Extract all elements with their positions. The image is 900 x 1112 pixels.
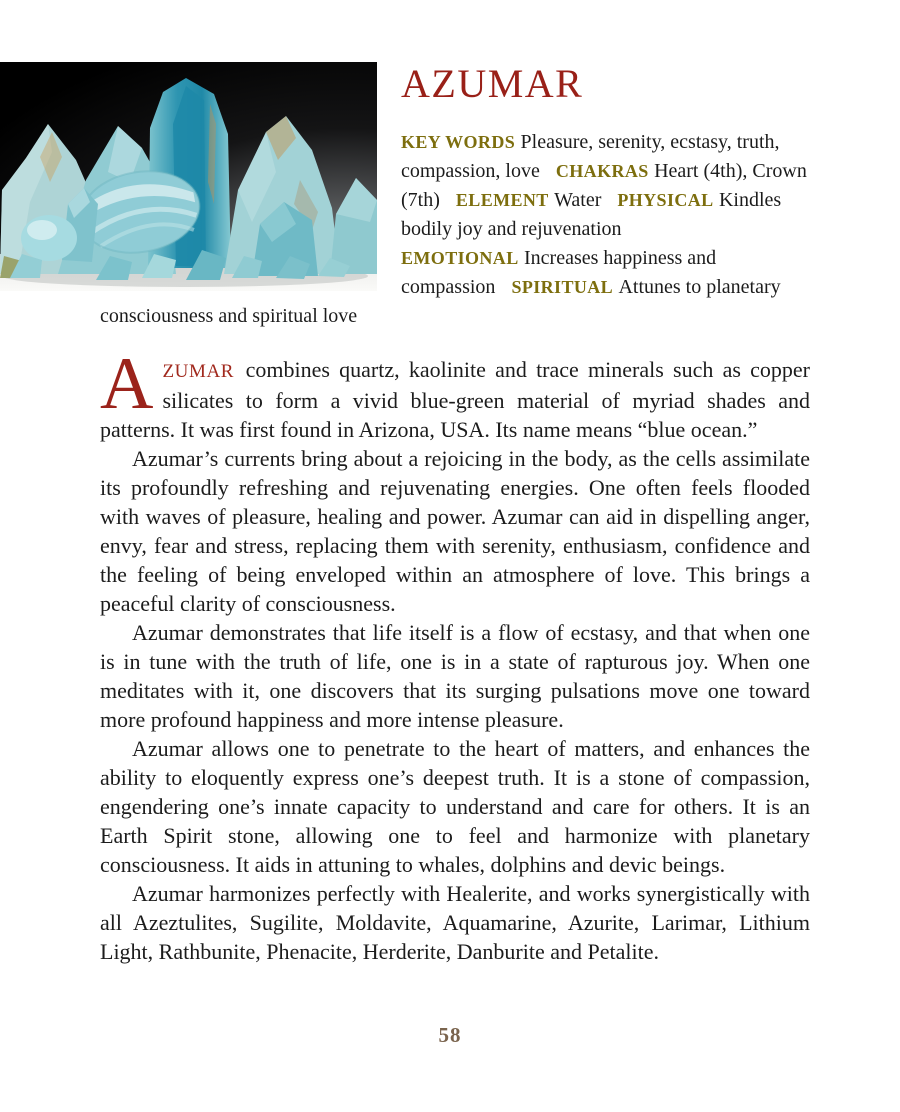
page-number: 58 bbox=[438, 1023, 462, 1047]
drop-cap: A bbox=[100, 343, 154, 425]
paragraph-intro bbox=[100, 343, 811, 444]
property-label-emotional: EMOTIONAL bbox=[401, 248, 519, 268]
page-content bbox=[0, 62, 900, 966]
lead-smallcaps: ZUMAR bbox=[162, 361, 235, 382]
body-section bbox=[100, 343, 811, 966]
property-text-key-words: Pleasure, serenity, ecstasy, truth, compassion, love bbox=[401, 131, 780, 182]
paragraph-harmonizes: Azumar harmonizes perfectly with Healerite, and works synergistically with all Azeztulites, Sugilite, Moldavite, Aquamarine, Azurite, Larimar, Lithium Light, Rathbunite, Phenacite, Herderite, Danburite and Petalite. bbox=[100, 881, 810, 964]
book-page bbox=[0, 62, 900, 1112]
page-title: AZUMAR bbox=[401, 61, 584, 106]
paragraph-currents: Azumar’s currents bring about a rejoicing in the body, as the cells assimilate its profoundly refreshing and rejuvenating energies. One often feels flooded with waves of pleasure, healing and power. Azumar can aid in dispelling anger, envy, fear and stress, replacing them with serenity, enthusiasm, confidence and the feeling of being enveloped within an atmosphere of love. This brings a peaceful clarity of consciousness. bbox=[100, 446, 810, 616]
property-label-chakras: CHAKRAS bbox=[555, 161, 649, 181]
property-text-spiritual: Attunes to planetary consciousness and spiritual love bbox=[100, 276, 781, 327]
property-element bbox=[456, 189, 601, 211]
paragraph-ecstasy: Azumar demonstrates that life itself is a flow of ecstasy, and that when one is in tune with the truth of life, one is in a state of rapturous joy. When one meditates with it, one discovers that its surging pulsations move one toward more profound happiness and more intense pleasure. bbox=[100, 620, 810, 732]
azumar-stones-photo bbox=[0, 62, 377, 291]
property-label-element: ELEMENT bbox=[455, 190, 549, 210]
stones-illustration bbox=[0, 62, 377, 291]
property-label-key-words: KEY WORDS bbox=[401, 132, 516, 152]
paragraph-compassion: Azumar allows one to penetrate to the heart of matters, and enhances the ability to eloquently express one’s deepest truth. It is a stone of compassion, engendering one’s innate capacity to understand and care for others. It is an Earth Spirit stone, allowing one to feel and harmonize with planetary consciousness. It aids in attuning to whales, dolphins and devic beings. bbox=[100, 736, 810, 877]
paragraph-intro-text: combines quartz, kaolinite and trace minerals such as copper silicates to form a vivid blue-green material of myriad shades and patterns. It was first found in Arizona, USA. Its name means “blue ocean.” bbox=[100, 357, 811, 442]
property-label-physical: PHYSICAL bbox=[617, 190, 714, 210]
property-text-physical: Kindles bodily joy and rejuvenation bbox=[401, 189, 782, 240]
property-text-element: Water bbox=[554, 189, 602, 211]
property-text-chakras: Heart (4th), Crown (7th) bbox=[401, 160, 807, 211]
property-text-emotional: Increases happiness and compassion bbox=[401, 247, 717, 298]
property-label-spiritual: SPIRITUAL bbox=[511, 277, 614, 297]
